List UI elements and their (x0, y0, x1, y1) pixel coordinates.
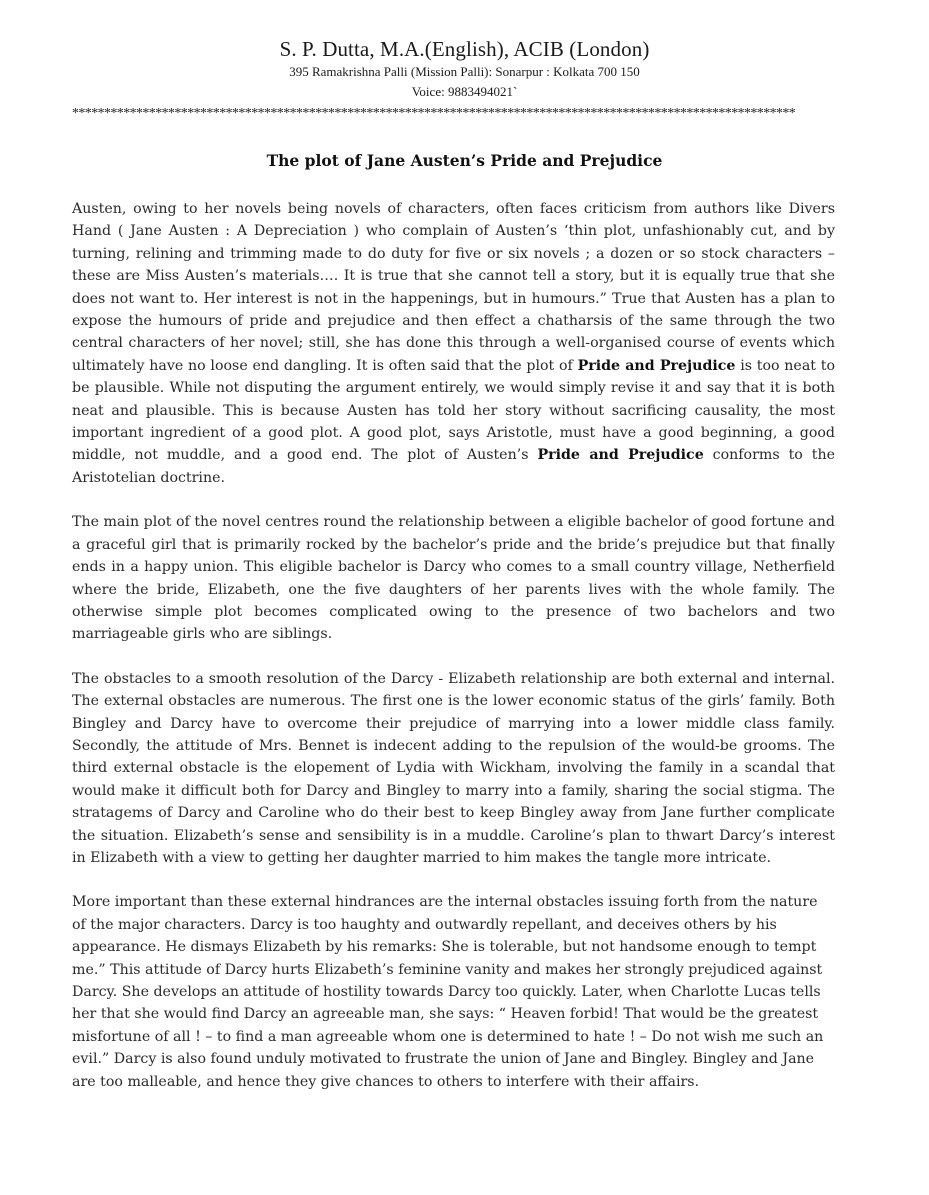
author-address: 395 Ramakrishna Palli (Mission Palli): Sonarpur : Kolkata 700 150 (289, 64, 640, 79)
paragraph-intro (72, 198, 835, 489)
paragraph-internal-obstacles: More important than these external hindrances are the internal obstacles issuing forth from the nature of the major characters. Darcy is too haughty and outwardly repellant, and deceives others by his appearance. He dismays Elizabeth by his remarks: She is tolerable, but not handsome enough to tempt me.” This attitude of Darcy hurts Elizabeth’s feminine vanity and makes her strongly prejudiced against Darcy. She develops an attitude of hostility towards Darcy too quickly. Later, when Charlotte Lucas tells her that she would find Darcy an agreeable man, she says: “ Heaven forbid! That would be the greatest misfortune of all ! – to find a man agreeable whom one is determined to hate ! – Do not wish me such an evil.” Darcy is also found unduly motivated to frustrate the union of Jane and Bingley. Bingley and Jane are too malleable, and hence they give chances to others to interfere with their affairs. (72, 894, 824, 1090)
document-body (72, 198, 835, 1115)
asterisk-divider: ***************************************************************************************************************** (72, 106, 796, 121)
author-name: S. P. Dutta, M.A.(English), ACIB (London) (279, 37, 650, 61)
author-phone: Voice: 9883494021` (411, 84, 518, 99)
paragraph-text: is too neat to be plausible. While not disputing the argument entirely, we would simply revise it and say that it is both neat and plausible. This is because Austen has told her story without sacrificing causality, the most important ingredient of a good plot. A good plot, says Aristotle, must have a good beginning, a good middle, not muddle, and a good end. The plot of Austen’s (72, 357, 835, 464)
novel-title-bold: Pride and Prejudice (577, 357, 736, 374)
paragraph-text: conforms to the Aristotelian doctrine. (72, 447, 835, 486)
document-title: The plot of Jane Austen’s Pride and Prejudice (266, 151, 663, 170)
paragraph-main-plot: The main plot of the novel centres round the relationship between a eligible bachelor of good fortune and a graceful girl that is primarily rocked by the bachelor’s pride and the bride’s prejudice but that finally ends in a happy union. This eligible bachelor is Darcy who comes to a small country village, Netherfield where the bride, Elizabeth, one the five daughters of her parents lives with the whole family. The otherwise simple plot becomes complicated owing to the presence of two bachelors and two marriageable girls who are siblings. (72, 514, 835, 643)
novel-title-bold: Pride and Prejudice (537, 447, 704, 464)
paragraph-text: Austen, owing to her novels being novels of characters, often faces criticism from authors like Divers Hand ( Jane Austen : A Depreciation ) who complain of Austen’s ‘thin plot, unfashionably cut, and by turning, relining and trimming made to do duty for five or six novels ; a dozen or so stock characters – these are Miss Austen’s materials…. It is true that she cannot tell a story, but it is equally true that she does not want to. Her interest is not in the happenings, but in humours.” True that Austen has a plan to expose the humours of pride and prejudice and then effect a chatharsis of the same through the two central characters of her novel; still, she has done this through a well-organised course of events which ultimately have no loose end dangling. It is often said that the plot of (72, 201, 835, 374)
letterhead (0, 36, 929, 102)
paragraph-external-obstacles: The obstacles to a smooth resolution of the Darcy - Elizabeth relationship are both external and internal. The external obstacles are numerous. The first one is the lower economic status of the girls’ family. Both Bingley and Darcy have to overcome their prejudice of marrying into a lower middle class family. Secondly, the attitude of Mrs. Bennet is indecent adding to the repulsion of the would-be grooms. The third external obstacle is the elopement of Lydia with Wickham, involving the family in a scandal that would make it difficult both for Darcy and Bingley to marry into a family, sharing the social stigma. The stratagems of Darcy and Caroline who do their best to keep Bingley away from Jane further complicate the situation. Elizabeth’s sense and sensibility is in a muddle. Caroline’s plan to thwart Darcy’s interest in Elizabeth with a view to getting her daughter married to him makes the tangle more intricate. (72, 670, 835, 866)
